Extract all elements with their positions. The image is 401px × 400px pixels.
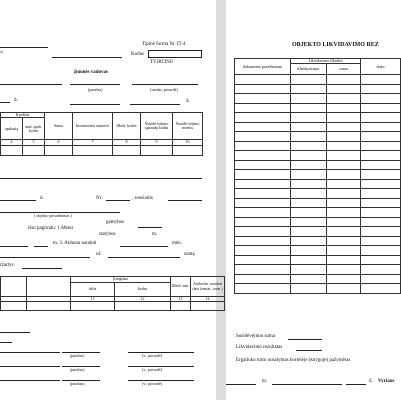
object-name-label: ( objekto pavadinimas ) <box>34 213 72 218</box>
code-label: Kodas <box>131 52 144 57</box>
col-issue-code: Išleid. kodas <box>113 113 141 140</box>
table-row <box>235 236 401 246</box>
balance-line <box>288 339 322 340</box>
result-line <box>296 350 322 351</box>
col-subaccount: anal. apsk. kodas <box>23 118 45 140</box>
suma-label: sumą <box>184 252 195 257</box>
table-row <box>235 284 401 294</box>
table-row <box>235 217 401 227</box>
col-number: 5 <box>23 140 45 145</box>
col-rusis: rūšis <box>71 283 115 297</box>
uz-label: už <box>96 252 101 257</box>
col-number: 6 <box>45 140 73 145</box>
date-line-f <box>34 246 48 247</box>
table-row <box>235 179 401 189</box>
men-label: mėn. <box>172 241 182 246</box>
group-header: Likvidavimo išlaidos <box>291 59 361 64</box>
sign-line-top <box>0 332 30 333</box>
table-row <box>235 84 401 94</box>
attached-suffix: , sensiaitis <box>132 196 153 201</box>
approve-label: TVIRTINU <box>150 60 174 65</box>
approve-text: Ergaliuko turto nusalymas kortelėje (knygoje) pažymėtas <box>236 358 351 363</box>
attached-label: ržartys <box>0 263 14 268</box>
table-row <box>235 132 401 142</box>
col-number: 8 <box>113 140 141 145</box>
sig-label-row2: (parašas) <box>70 367 85 372</box>
m-label-r: m. <box>262 379 268 384</box>
top-marker: s) <box>0 49 3 54</box>
col-number: 7 <box>73 140 113 145</box>
since-suffix: statybos <box>99 232 116 237</box>
sig-label-row1: (parašas) <box>70 353 85 358</box>
table-row <box>235 208 401 218</box>
table-row <box>1 145 203 155</box>
table-row <box>235 265 401 275</box>
name-label-row1: (v., pavardė) <box>142 353 163 358</box>
table-row <box>235 227 401 237</box>
date-line-r1 <box>226 384 256 385</box>
since-line <box>138 227 162 228</box>
col-depr-amount: Nusidė-vėjimo sąnaudų kodas <box>141 113 173 140</box>
date-line-d <box>0 200 36 201</box>
uz-line-a <box>0 257 90 258</box>
page-gutter <box>216 0 226 400</box>
built-label: gamybos <box>106 220 125 225</box>
head-label: Įmonės vadovas <box>74 70 109 75</box>
col-sum: suma <box>327 64 361 75</box>
col-doc: dokumento pavadinimas <box>235 59 291 75</box>
table-row <box>235 160 401 170</box>
sign-line-top-2 <box>0 342 12 343</box>
col-inventory: Inventorinis numeris <box>73 113 113 140</box>
col-number: 11 <box>71 297 115 302</box>
table-row <box>235 75 401 85</box>
date-line-b <box>70 104 120 105</box>
uz-line-b <box>108 257 180 258</box>
name-label-1: (vardas, pavardė) <box>150 87 178 92</box>
col-number: 13 <box>171 297 191 302</box>
sig-line-1 <box>70 84 120 85</box>
table-row <box>235 94 401 104</box>
table-row <box>235 113 401 123</box>
d-label-r: d. <box>369 379 373 384</box>
name-label-row2: (v., pavardė) <box>142 367 163 372</box>
date-line-a <box>0 102 10 103</box>
attached-line <box>168 200 202 201</box>
section3-line <box>120 246 168 247</box>
balance-label: Susidėvėjimo suma <box>236 334 276 339</box>
divider <box>0 178 202 179</box>
col-number: 12 <box>115 297 171 302</box>
col-suma: Suma <box>45 113 73 140</box>
col-issue-met: Išleid. met. <box>171 277 191 297</box>
table-row <box>1 302 225 311</box>
day-suffix-1: d. <box>14 98 18 103</box>
table-row <box>235 103 401 113</box>
sign-row3-a <box>0 380 60 381</box>
table-row <box>235 198 401 208</box>
code-box <box>148 50 202 58</box>
form-type: Tipinė forma Nr. IT-4 <box>142 42 186 47</box>
day-suffix-3: d. <box>40 196 44 201</box>
col-doc2: doku <box>361 59 401 75</box>
no-line <box>106 200 130 201</box>
table-row <box>235 246 401 256</box>
attached-line-2 <box>22 268 62 269</box>
col-written: Atidavim. naudoti data (metai., mėn.) <box>191 277 225 297</box>
table-row <box>235 189 401 199</box>
col-kodas: kodas <box>115 283 171 297</box>
sign-row2-a <box>0 366 60 367</box>
col-cost: išlaidų straips. <box>291 64 327 75</box>
sig-label-1: (parašas) <box>88 87 103 92</box>
top-line <box>0 47 48 48</box>
table-row <box>235 141 401 151</box>
liquidation-table <box>234 58 401 294</box>
sig-label-row3: (parašas) <box>70 381 85 386</box>
table-row <box>235 170 401 180</box>
name-line-1 <box>132 84 198 85</box>
result-label: Likvidavimo rezultatas <box>236 345 283 350</box>
col-depr-norm: Nusidė-vėjimo normis <box>173 113 203 140</box>
section-3: m. 3. Atduota naudoti <box>53 241 97 246</box>
m-label-1: m. <box>152 232 158 237</box>
head-sign-line <box>0 84 62 85</box>
no-label: Nr. <box>96 196 103 201</box>
equipment-table <box>0 276 225 311</box>
sign-row1-a <box>0 352 60 353</box>
signer-label: Vyriaus <box>378 379 395 384</box>
name-label-row3: (v., pavardė) <box>142 381 163 386</box>
col-number: 4 <box>1 140 23 145</box>
col-apskaita: apskaitą <box>1 118 23 140</box>
day-suffix-2: d. <box>186 99 190 104</box>
date-line-r3 <box>346 384 366 385</box>
right-page <box>226 0 400 400</box>
col-number: 14 <box>191 297 225 302</box>
date-line-e <box>0 246 28 247</box>
table-row <box>235 122 401 132</box>
table-row <box>235 274 401 284</box>
table-row <box>235 151 401 161</box>
kreditas-header: Kreditas <box>1 113 45 118</box>
right-title: OBJEKTO LIKVIDAVIMO REZ <box>292 42 379 48</box>
ireginas-header: Įrenginas <box>71 277 171 283</box>
date-line-c <box>130 104 180 105</box>
table-row <box>235 255 401 265</box>
col-number: 10 <box>173 140 203 145</box>
date-line-r2 <box>272 384 342 385</box>
since-label: išso pagrindu: 1.Metai <box>28 226 73 231</box>
company-line <box>52 57 122 58</box>
assets-table <box>0 112 203 156</box>
col-number: 9 <box>141 140 173 145</box>
